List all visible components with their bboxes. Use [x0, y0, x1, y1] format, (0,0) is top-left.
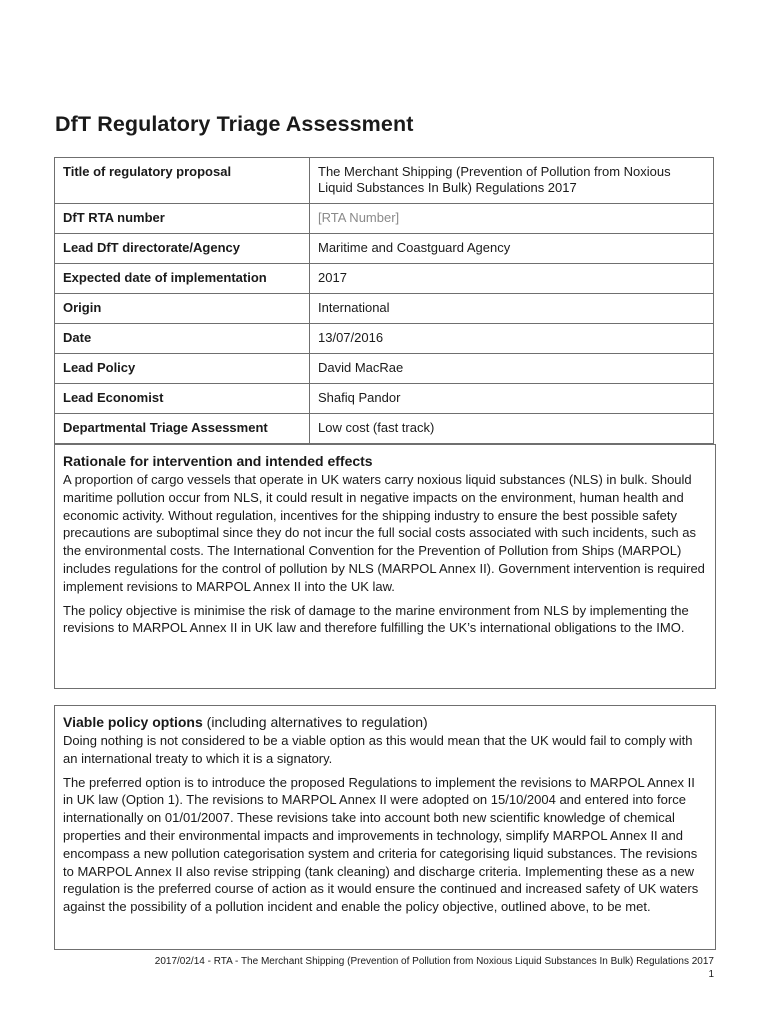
table-row [55, 158, 714, 204]
row-label: Origin [55, 294, 310, 324]
row-value: 2017 [310, 264, 714, 294]
rta-number-field[interactable]: [RTA Number] [310, 204, 714, 234]
row-value: David MacRae [310, 354, 714, 384]
row-label: Date [55, 324, 310, 354]
row-value: The Merchant Shipping (Prevention of Pollution from Noxious Liquid Substances In Bulk) Regulations 2017 [310, 158, 714, 204]
rationale-heading: Rationale for intervention and intended effects [63, 453, 373, 469]
table-row [55, 324, 714, 354]
table-row [55, 384, 714, 414]
rationale-section [54, 444, 716, 689]
page-title: DfT Regulatory Triage Assessment [55, 112, 414, 136]
proposal-details-table [54, 157, 714, 444]
row-label: Expected date of implementation [55, 264, 310, 294]
table-row [55, 264, 714, 294]
row-label: Lead Policy [55, 354, 310, 384]
policy-options-heading-suffix: (including alternatives to regulation) [206, 714, 428, 730]
rationale-paragraph: The policy objective is minimise the risk of damage to the marine environment from NLS by implementing the revisions to MARPOL Annex II in UK law and therefore fulfilling the UK’s international obligations to the IMO. [63, 602, 689, 636]
page-footer [54, 955, 714, 981]
table-row [55, 204, 714, 234]
page-number: 1 [708, 969, 714, 980]
policy-options-heading-main: Viable policy options [63, 714, 203, 730]
policy-options-paragraph: Doing nothing is not considered to be a viable option as this would mean that the UK would fail to comply with an international treaty to which it is a signatory. [63, 733, 693, 766]
footer-text: 2017/02/14 - RTA - The Merchant Shipping (Prevention of Pollution from Noxious Liquid Substances In Bulk) Regulations 2017 [154, 956, 714, 967]
table-row [55, 354, 714, 384]
table-row [55, 234, 714, 264]
row-label: Title of regulatory proposal [55, 158, 310, 204]
row-value: 13/07/2016 [310, 324, 714, 354]
row-value: International [310, 294, 714, 324]
policy-options-heading [63, 713, 707, 732]
row-label: Lead DfT directorate/Agency [55, 234, 310, 264]
rationale-paragraph: A proportion of cargo vessels that operate in UK waters carry noxious liquid substances (NLS) in bulk. Should maritime pollution occur from NLS, it could result in negative impacts on the environment, human health and economic activity. Without regulation, incentives for the shipping industry to ensure the best possible safety precautions are suboptimal since they do not incur the full social costs associated with such incidents, such as the environmental costs. The International Convention for the Prevention of Pollution from Ships (MARPOL) includes regulations for the control of pollution by NLS (MARPOL Annex II). Government intervention is required implement revisions to MARPOL Annex II into the UK law. [63, 472, 705, 594]
row-label: Departmental Triage Assessment [55, 414, 310, 444]
policy-options-section [54, 705, 716, 950]
row-label: Lead Economist [55, 384, 310, 414]
policy-options-paragraph: The preferred option is to introduce the proposed Regulations to implement the revisions to MARPOL Annex II in UK law (Option 1). The revisions to MARPOL Annex II were adopted on 15/10/2004 and entered into force internationally on 01/01/2007. These revisions take into account both new scientific knowledge of chemical properties and their environmental impacts and improvements in technology, simplify MARPOL Annex II and encompass a new pollution categorisation system and criteria for categorising liquid substances. The revisions to MARPOL Annex II also revise stripping (tank cleaning) and discharge criteria. Implementing these as a new regulation is the preferred course of action as it would ensure the continued and increased safety of UK waters against the possibility of a pollution incident and enable the policy objective, outlined above, to be met. [63, 774, 699, 915]
row-label: DfT RTA number [55, 204, 310, 234]
row-value: Maritime and Coastguard Agency [310, 234, 714, 264]
table-row [55, 414, 714, 444]
row-value: Low cost (fast track) [310, 414, 714, 444]
table-row [55, 294, 714, 324]
row-value: Shafiq Pandor [310, 384, 714, 414]
